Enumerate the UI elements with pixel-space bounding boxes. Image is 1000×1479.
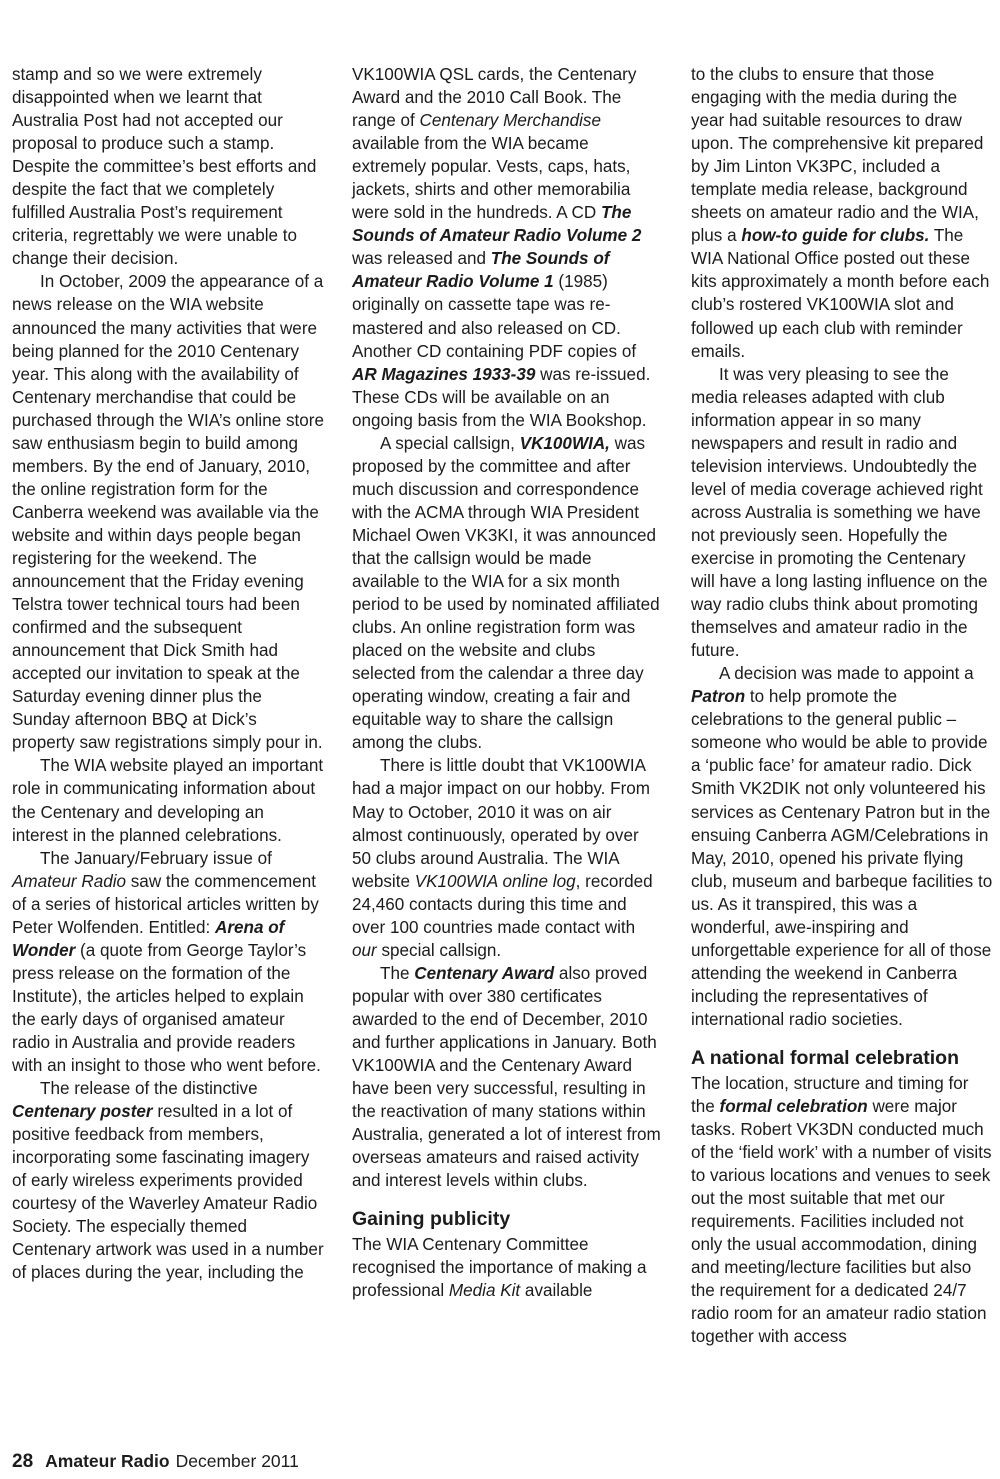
text-run: resulted in a lot of positive feedback from members, incorporating some fascinating imagery of early wireless experiments provided courtesy of the Waverley Amateur Radio Society. The especially themed Centenary artwork was used in a number of places during the year, including the [12, 1102, 324, 1283]
text-run: A decision was made to appoint a [719, 664, 974, 684]
text-run: The [380, 963, 415, 983]
magazine-name: Amateur Radio [45, 1451, 170, 1471]
text-run: (a quote from George Taylor’s press release on the formation of the Institute), the articles helped to explain the early days of organised amateur radio in Australia and provide readers with an insight to those who went before. [12, 940, 321, 1076]
text-run: The WIA National Office posted out these kits approximately a month before each club’s rostered VK100WIA slot and followed up each club with reminder emails. [691, 226, 990, 361]
emphasis: our [352, 940, 377, 960]
emphasis: how-to guide for clubs. [741, 226, 930, 246]
page-number: 28 [12, 1451, 34, 1472]
text-run: also proved popular with over 380 certificates awarded to the end of December, 2010 and further applications in January. Both VK100WIA and the Centenary Award have been very successful, resulting in the reactivation of many stations within Australia, generated a lot of interest from overseas amateurs and raised activity and interest levels within clubs. [352, 963, 661, 1191]
paragraph [691, 1072, 993, 1349]
magazine-title: Amateur Radio [12, 871, 127, 891]
text-run: There is little doubt that VK100WIA had a major impact on our hobby. From May to October, 2010 it was on air almost continuously, operated by over 50 clubs around Australia. The WIA website [352, 756, 651, 891]
text-run: to the clubs to ensure that those engaging with the media during the year had suitable resources to draw upon. The comprehensive kit prepared by Jim Linton VK3PC, included a template media release, background sheets on amateur radio and the WIA, plus a [691, 65, 984, 246]
emphasis: Patron [691, 687, 746, 707]
text-run: VK100WIA QSL cards, the Centenary Award and the 2010 Call Book. The range of [352, 65, 637, 131]
emphasis: Media Kit [448, 1281, 521, 1301]
paragraph [691, 63, 993, 363]
cd-title: AR Magazines 1933-39 [352, 364, 536, 384]
issue-date: December 2011 [175, 1451, 299, 1471]
cd-title: The Sounds of Amateur Radio Volume 1 [352, 249, 610, 292]
paragraph: It was very pleasing to see the media releases adapted with club information appear in so many newspapers and result in radio and television interviews. Undoubtedly the level of media coverage achieved right across Australia is something we have not previously seen. Hopefully the exercise in promoting the Centenary will have a long lasting influence on the way radio clubs think about promoting themselves and amateur radio in the future. [691, 364, 988, 661]
text-run: The WIA Centenary Committee recognised the importance of making a professional [352, 1235, 647, 1301]
paragraph [691, 662, 993, 1031]
article-series-title: Arena of Wonder [12, 917, 285, 960]
paragraph [12, 1077, 324, 1284]
paragraph [12, 847, 324, 1077]
paragraph: stamp and so we were extremely disappointed when we learnt that Australia Post had not accepted our proposal to produce such a stamp. Despite the committee’s best efforts and despite the fact that we completely fulfilled Australia Post’s requirement criteria, regrettably we were unable to change their decision. [12, 65, 317, 269]
page-footer [12, 1449, 299, 1474]
article-column-1 [12, 63, 324, 1284]
emphasis: formal celebration [719, 1097, 868, 1117]
text-run: special callsign. [376, 940, 502, 960]
section-heading: A national formal celebration [691, 1046, 959, 1069]
text-run: was released and [352, 249, 491, 269]
text-run: The location, structure and timing for the [691, 1073, 969, 1117]
callsign: VK100WIA, [519, 433, 610, 453]
emphasis: Centenary poster [12, 1102, 153, 1122]
article-column-2 [352, 63, 662, 1302]
text-run: was proposed by the committee and after much discussion and correspondence with the ACMA through WIA President Michael Owen VK3KI, it was announced that the callsign would be made available to the WIA for a six month period to be used by nominated affiliated clubs. An online registration form was placed on the website and clubs selected from the calendar a three day operating window, creating a fair and equitable way to share the callsign among the clubs. [352, 433, 660, 753]
text-run: The release of the distinctive [40, 1079, 258, 1099]
text-run: (1985) originally on cassette tape was re-mastered and also released on CD. Another CD containing PDF copies of [352, 272, 637, 361]
text-run: to help promote the celebrations to the general public – someone who would be able to provide a ‘public face’ for amateur radio. Dick Smith VK2DIK not only volunteered his services as Centenary Patron but in the ensuing Canberra AGM/Celebrations in May, 2010, opened his private flying club, museum and barbeque facilities to us. As it transpired, this was a wonderful, awe-inspiring and unforgettable experience for all of those attending the weekend in Canberra including the representatives of international radio societies. [691, 687, 993, 1029]
text-run: was re-issued. These CDs will be available on an ongoing basis from the WIA Bookshop. [352, 364, 651, 430]
emphasis: Centenary Award [414, 963, 555, 983]
paragraph [352, 962, 662, 1192]
text-run: available from the WIA became extremely popular. Vests, caps, hats, jackets, shirts and other memorabilia were sold in the hundreds. A CD [352, 134, 631, 223]
article-column-3 [691, 63, 993, 1349]
paragraph: The WIA website played an important role in communicating information about the Centenary and developing an interest in the planned celebrations. [12, 756, 324, 845]
emphasis: Centenary Merchandise [419, 111, 601, 131]
paragraph [352, 1233, 662, 1302]
emphasis: VK100WIA online log [414, 871, 576, 891]
text-run: available [520, 1281, 593, 1301]
text-run: saw the commencement of a series of historical articles written by Peter Wolfenden. Entitled: [12, 871, 319, 937]
paragraph [352, 754, 662, 961]
cd-title: The Sounds of Amateur Radio Volume 2 [352, 203, 642, 246]
text-run: The January/February issue of [40, 848, 272, 868]
text-run: A special callsign, [380, 433, 520, 453]
text-run: , recorded 24,460 contacts during this time and over 100 countries made contact with [352, 871, 653, 937]
section-heading: Gaining publicity [352, 1208, 511, 1231]
paragraph: In October, 2009 the appearance of a news release on the WIA website announced the many activities that were being planned for the 2010 Centenary year. This along with the availability of Centenary merchandise that could be purchased through the WIA’s online store saw enthusiasm begin to build among members. By the end of January, 2010, the online registration form for the Canberra weekend was available via the website and within days people began registering for the weekend. The announcement that the Friday evening Telstra tower technical tours had been confirmed and the subsequent announcement that Dick Smith had accepted our invitation to speak at the Saturday evening dinner plus the Sunday afternoon BBQ at Dick’s property saw registrations simply pour in. [12, 272, 324, 753]
paragraph [352, 432, 662, 755]
text-run: were major tasks. Robert VK3DN conducted much of the ‘field work’ with a number of visits to various locations and venues to seek out the most suitable that met our requirements. Facilities included not only the usual accommodation, dining and meeting/lecture facilities but also the requirement for a dedicated 24/7 radio room for an amateur radio station together with access [691, 1097, 992, 1347]
paragraph [352, 63, 662, 432]
